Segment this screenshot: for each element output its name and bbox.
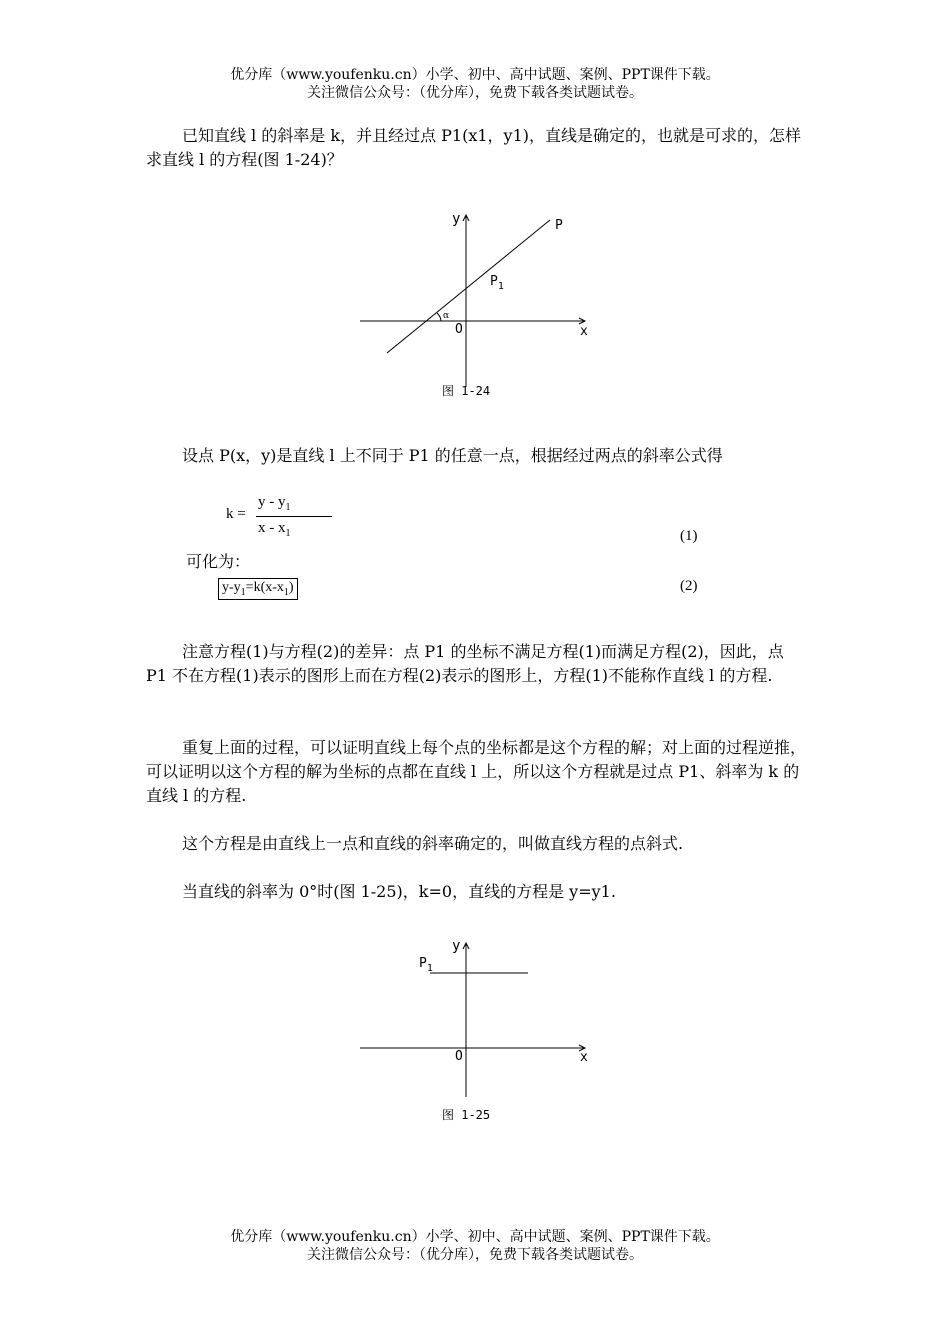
x-axis-label: x <box>580 1050 588 1065</box>
y-axis-label: y <box>452 938 461 954</box>
origin-label: O <box>455 322 463 337</box>
header-line-2: 关注微信公众号：（优分库），免费下载各类试题试卷。 <box>307 85 643 101</box>
alpha-arc <box>437 313 441 321</box>
figure-1-24 <box>355 205 595 400</box>
paragraph-5: 重复上面的过程，可以证明直线上每个点的坐标都是这个方程的解；对上面的过程逆推，可以证明以这个方程的解为坐标的点都在直线 l 上，所以这个方程就是过点 P1、斜率为 k 的直线 l 的方程. <box>146 738 807 805</box>
point-p1-label: $P_1$ <box>490 274 504 292</box>
point-p1-label: $P_1$ <box>419 956 433 974</box>
paragraph-6: 这个方程是由直线上一点和直线的斜率确定的，叫做直线方程的点斜式. <box>182 834 684 853</box>
formula-1-lhs: k = <box>226 506 246 522</box>
formula-2-boxed: $y-y_1=k(x-x_1)$ <box>218 578 298 600</box>
paragraph-7: 当直线的斜率为 0°时(图 1-25)，k=0，直线的方程是 y=y1. <box>182 882 616 901</box>
x-axis-label: x <box>580 324 588 339</box>
paragraph-1: 已知直线 l 的斜率是 k，并且经过点 P1(x1，y1)，直线是确定的，也就是可求的，怎样求直线 l 的方程(图 1-24)？ <box>146 126 802 169</box>
page-footer <box>0 1228 950 1264</box>
figure-1-25 <box>355 935 595 1125</box>
formula-1-denominator: x - $x_1$ <box>258 520 291 539</box>
page-header <box>0 66 950 102</box>
formula-1-fraction-bar <box>256 516 332 517</box>
y-axis-label: y <box>452 211 461 227</box>
equation-number-1: (1) <box>680 528 698 544</box>
paragraph-3: 可化为： <box>186 552 251 571</box>
equation-number-2: (2) <box>680 578 698 594</box>
line-l <box>387 220 550 353</box>
header-line-1: 优分库（www.youfenku.cn）小学、初中、高中试题、案例、PPT课件下载。 <box>230 67 720 83</box>
paragraph-4: 注意方程(1)与方程(2)的差异：点 P1 的坐标不满足方程(1)而满足方程(2)，因此，点 P1 不在方程(1)表示的图形上而在方程(2)表示的图形上，方程(1)不能称作直线 l 的方程. <box>146 642 784 685</box>
footer-line-2: 关注微信公众号：（优分库），免费下载各类试题试卷。 <box>307 1247 643 1263</box>
figure-caption-1-24: 图 1-24 <box>442 384 491 398</box>
paragraph-2: 设点 P(x，y)是直线 l 上不同于 P1 的任意一点，根据经过两点的斜率公式得 <box>182 446 723 465</box>
figure-caption-1-25: 图 1-25 <box>442 1108 491 1122</box>
origin-label: O <box>455 1049 463 1064</box>
formula-1-numerator: y - $y_1$ <box>258 494 291 513</box>
point-p-label: P <box>555 218 563 233</box>
footer-line-1: 优分库（www.youfenku.cn）小学、初中、高中试题、案例、PPT课件下载。 <box>230 1229 720 1245</box>
alpha-label: α <box>443 311 450 321</box>
